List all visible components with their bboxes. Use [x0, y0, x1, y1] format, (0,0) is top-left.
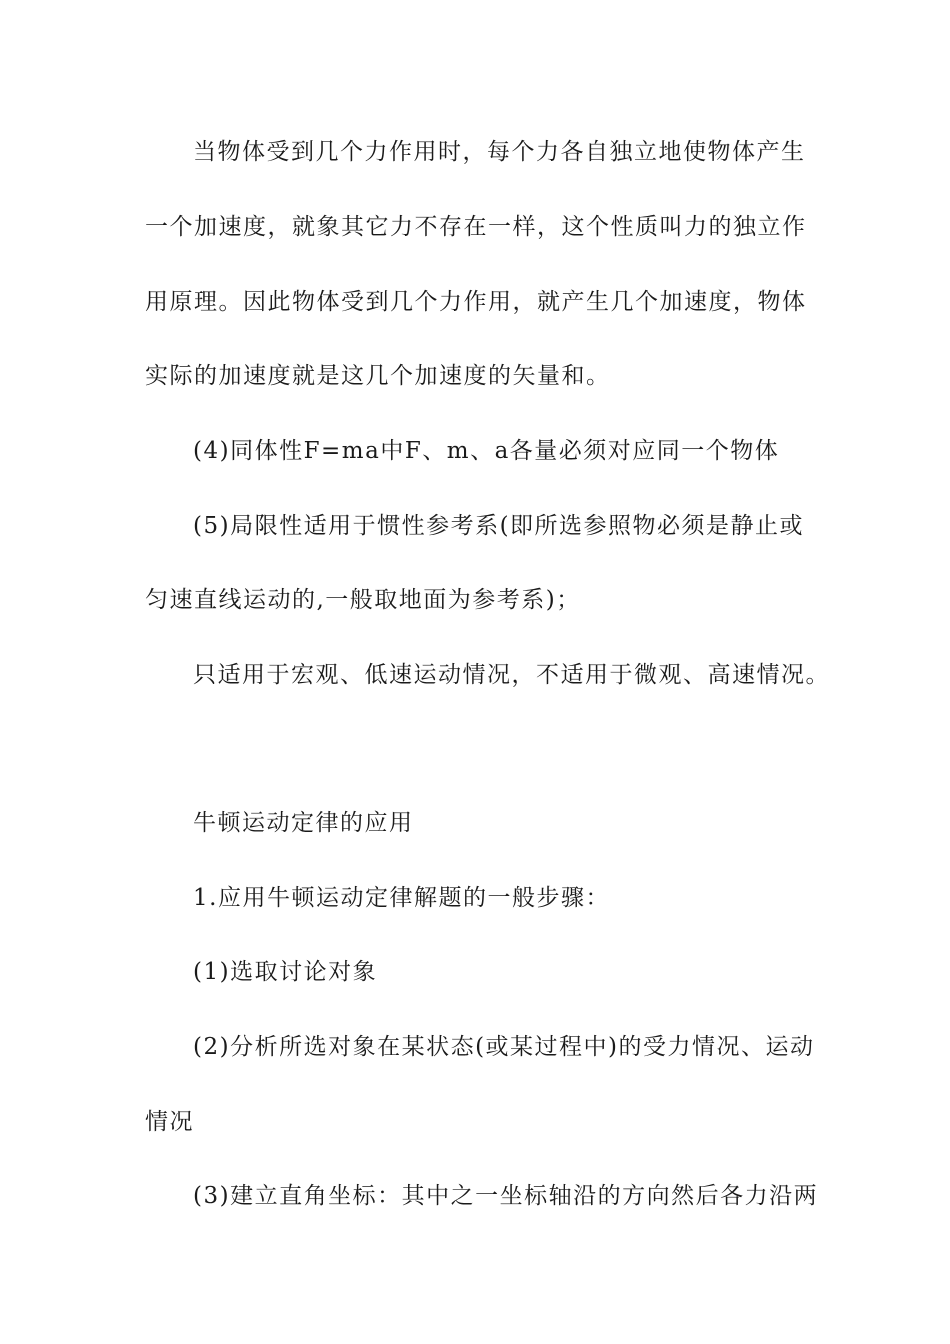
paragraph-line: 匀速直线运动的,一般取地面为参考系)；	[145, 587, 581, 613]
paragraph-line: 实际的加速度就是这几个加速度的矢量和。	[145, 363, 611, 389]
paragraph-line: (2)分析所选对象在某状态(或某过程中)的受力情况、运动	[193, 1034, 815, 1060]
paragraph-line: (3)建立直角坐标：其中之一坐标轴沿的方向然后各力沿两	[193, 1183, 819, 1209]
paragraph-line: 用原理。因此物体受到几个力作用，就产生几个加速度，物体	[145, 289, 807, 315]
paragraph-line: 1.应用牛顿运动定律解题的一般步骤：	[193, 885, 610, 911]
paragraph-line: (5)局限性适用于惯性参考系(即所选参照物必须是静止或	[193, 513, 805, 539]
paragraph-line: 当物体受到几个力作用时，每个力各自独立地使物体产生	[193, 139, 806, 165]
paragraph-line: 一个加速度，就象其它力不存在一样，这个性质叫力的独立作	[145, 214, 807, 240]
paragraph-line: 情况	[145, 1109, 194, 1135]
paragraph-line: (1)选取讨论对象	[193, 959, 378, 985]
paragraph-line: 只适用于宏观、低速运动情况，不适用于微观、高速情况。	[193, 662, 830, 688]
section-heading: 牛顿运动定律的应用	[193, 810, 414, 836]
paragraph-line: (4)同体性F=ma中F、m、a各量必须对应同一个物体	[193, 438, 780, 464]
